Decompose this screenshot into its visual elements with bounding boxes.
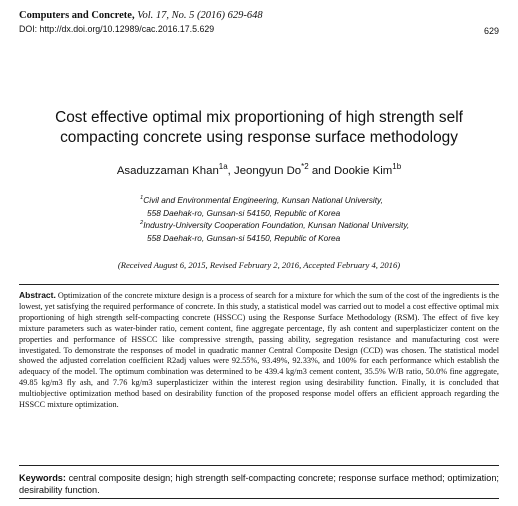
- running-header: [19, 10, 499, 34]
- affiliation-1-line-2: 558 Daehak-ro, Gunsan-si 54150, Republic of Korea: [147, 207, 341, 218]
- journal-citation: [19, 10, 499, 21]
- doi-link[interactable]: DOI: http://dx.doi.org/10.12989/cac.2016.17.5.629: [19, 24, 215, 34]
- author-1-marker: 1a: [218, 162, 228, 172]
- abstract: [19, 290, 499, 411]
- author-3: Dookie Kim: [334, 165, 393, 177]
- affiliation-1-line-1: $^1$Civil and Environmental Engineering, Kunsan National University,: [140, 195, 383, 205]
- title-line-1: Cost effective optimal mix proportioning of high strength self: [55, 109, 463, 126]
- abstract-text: Optimization of the concrete mixture design is a process of search for a mixture for which the sum of the cost of the ingredients is the lowest, yet satisfying the required performance of concrete. In this study, a statistical model was carried out to model a cost effective optimal mix proportioning of high strength self-compacting concrete (HSSCC) using the Response Surface Methodology (RSM). The effect of five key mixture parameters such as water-binder ratio, cement content, fine aggregate percentage, fly ash content and superplasticizer content on the properties and performance of HSSCC like compressive strength, passing ability, segregation resistance and manufacturing cost were investigated. To demonstrate the responses of model in quadratic manner Central Composite Design (CCD) was chosen. The statistical model showed the adjusted correlation coefficient R2adj values were 92.55%, 93.49%, 92.33%, and 100% for each performance which establish the adequacy of the model. The optimum combination was determined to be 439.4 kg/m3 cement content, 35.5% W/B ratio, 50.0% fine aggregate, 49.85 kg/m3 fly ash, and 7.76 kg/m3 superplasticizer within the interest region using desirability function. Finally, it is concluded that multiobjective optimization method based on desirability function of the proposed response model offers an efficient approach regarding the HSSCC mixture optimization.: [19, 291, 499, 410]
- title-line-2: compacting concrete using response surface methodology: [60, 129, 458, 146]
- affiliations: [140, 194, 470, 244]
- author-2: Jeongyun Do: [234, 165, 302, 177]
- keywords-text: central composite design; high strength self-compacting concrete; response surface method; optimization; desirability function.: [19, 473, 499, 495]
- author-separator: and: [308, 165, 335, 177]
- affiliation-1-marker: 1: [140, 195, 144, 202]
- keywords: [19, 473, 499, 496]
- author-separator: ,: [227, 165, 234, 177]
- author-3-marker: 1b: [392, 162, 402, 172]
- author-1: Asaduzzaman Khan: [116, 165, 219, 177]
- abstract-label: Abstract.: [19, 290, 56, 300]
- affiliation-2-marker: 2: [140, 220, 144, 227]
- keywords-top-divider: [19, 465, 499, 466]
- affiliation-2-line-2: 558 Daehak-ro, Gunsan-si 54150, Republic of Korea: [147, 232, 341, 243]
- keywords-bottom-divider: [19, 498, 499, 499]
- paper-title: [0, 108, 518, 148]
- page-number: 629: [483, 26, 499, 36]
- author-list: [0, 162, 518, 177]
- keywords-label: Keywords:: [19, 473, 66, 483]
- author-2-marker: *2: [301, 162, 309, 172]
- journal-volume-pages: Vol. 17, No. 5 (2016) 629-648: [134, 10, 263, 21]
- journal-name: Computers and Concrete,: [19, 10, 135, 21]
- affiliation-2-line-1: $^2$Industry-University Cooperation Foundation, Kunsan National University,: [140, 220, 410, 231]
- abstract-top-divider: [19, 284, 499, 285]
- received-dates: (Received August 6, 2015, Revised February 2, 2016, Accepted February 4, 2016): [117, 260, 401, 270]
